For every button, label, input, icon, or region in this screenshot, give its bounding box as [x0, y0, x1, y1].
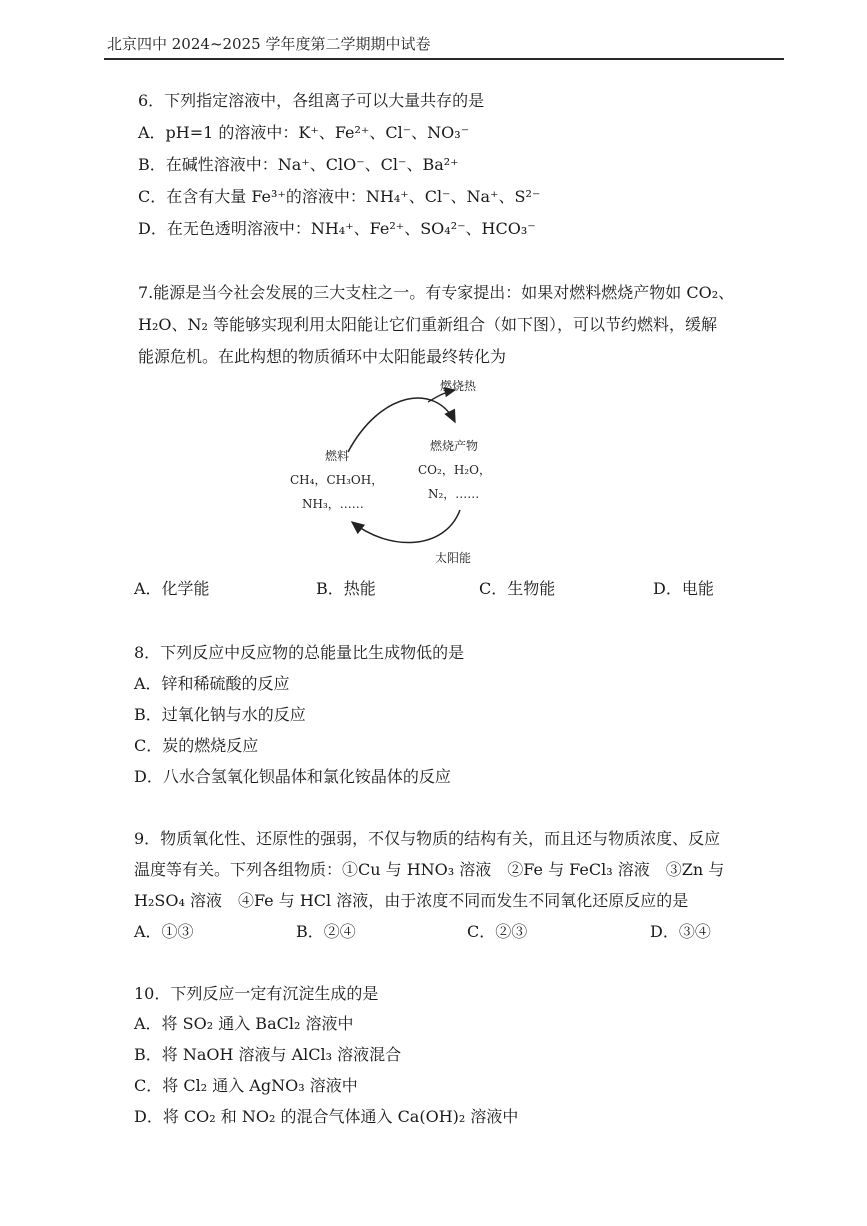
header-divider — [104, 58, 784, 60]
q9-option-b: B．②④ — [296, 922, 356, 941]
solar-energy-label: 太阳能 — [435, 551, 472, 565]
q6-stem: 6．下列指定溶液中，各组离子可以大量共存的是 — [138, 91, 485, 110]
q9-option-c: C．②③ — [467, 922, 528, 941]
q6-option-a: A．pH=1 的溶液中：K⁺、Fe²⁺、Cl⁻、NO₃⁻ — [138, 123, 470, 142]
q7-option-d: D．电能 — [653, 579, 714, 598]
product-line2: N₂，…… — [428, 487, 480, 501]
q7-option-a: A．化学能 — [134, 579, 210, 598]
q7-option-c: C．生物能 — [479, 579, 556, 598]
q9-stem-line1: 9．物质氧化性、还原性的强弱，不仅与物质的结构有关，而且还与物质浓度、反应 — [134, 829, 721, 848]
q6-option-b: B．在碱性溶液中：Na⁺、ClO⁻、Cl⁻、Ba²⁺ — [138, 155, 459, 174]
q8-option-a: A．锌和稀硫酸的反应 — [134, 674, 290, 693]
fuel-line1: CH₄，CH₃OH， — [290, 473, 384, 487]
q9-stem-line2: 温度等有关。下列各组物质：①Cu 与 HNO₃ 溶液 ②Fe 与 FeCl₃ 溶液 ③Zn 与 — [134, 860, 725, 879]
q10-option-c: C．将 Cl₂ 通入 AgNO₃ 溶液中 — [134, 1076, 358, 1095]
q7-stem-line3: 能源危机。在此构想的物质循环中太阳能最终转化为 — [138, 347, 507, 366]
q7-option-b: B．热能 — [316, 579, 376, 598]
q6-option-c: C．在含有大量 Fe³⁺的溶液中：NH₄⁺、Cl⁻、Na⁺、S²⁻ — [138, 187, 541, 206]
q8-option-c: C．炭的燃烧反应 — [134, 736, 259, 755]
energy-cycle-diagram — [270, 372, 510, 572]
q7-stem-line2: H₂O、N₂ 等能够实现利用太阳能让它们重新组合（如下图），可以节约燃料，缓解 — [138, 315, 717, 334]
q6-option-d: D．在无色透明溶液中：NH₄⁺、Fe²⁺、SO₄²⁻、HCO₃⁻ — [138, 219, 536, 238]
fuel-line2: NH₃，…… — [302, 497, 364, 511]
combustion-heat-label: 燃烧热 — [440, 379, 477, 393]
regeneration-arrow — [352, 510, 460, 543]
fuel-title: 燃料 — [325, 449, 350, 463]
q10-option-b: B．将 NaOH 溶液与 AlCl₃ 溶液混合 — [134, 1045, 402, 1064]
q10-stem: 10．下列反应一定有沉淀生成的是 — [134, 984, 379, 1003]
exam-title: 北京四中 2024~2025 学年度第二学期期中试卷 — [107, 35, 431, 53]
q8-option-b: B．过氧化钠与水的反应 — [134, 705, 306, 724]
q9-option-a: A．①③ — [134, 922, 194, 941]
q10-option-a: A．将 SO₂ 通入 BaCl₂ 溶液中 — [134, 1014, 354, 1033]
product-line1: CO₂，H₂O， — [418, 463, 491, 477]
q9-option-d: D．③④ — [650, 922, 711, 941]
product-title: 燃烧产物 — [430, 439, 479, 453]
q10-option-d: D．将 CO₂ 和 NO₂ 的混合气体通入 Ca(OH)₂ 溶液中 — [134, 1107, 519, 1126]
q8-stem: 8．下列反应中反应物的总能量比生成物低的是 — [134, 643, 465, 662]
q8-option-d: D．八水合氢氧化钡晶体和氯化铵晶体的反应 — [134, 767, 451, 786]
q9-stem-line3: H₂SO₄ 溶液 ④Fe 与 HCl 溶液，由于浓度不同而发生不同氧化还原反应的是 — [134, 891, 689, 910]
q7-stem-line1: 7.能源是当今社会发展的三大支柱之一。有专家提出：如果对燃料燃烧产物如 CO₂、 — [138, 283, 735, 302]
